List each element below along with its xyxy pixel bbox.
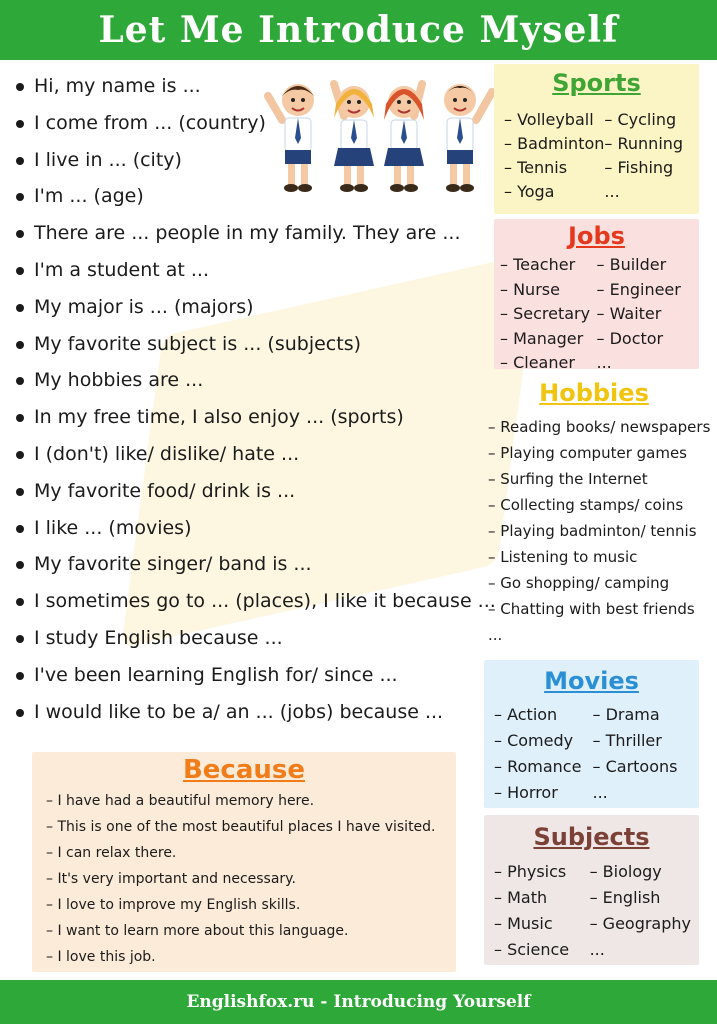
because-item: – It's very important and necessary. bbox=[46, 871, 296, 887]
because-item: – I want to learn more about this language. bbox=[46, 923, 349, 939]
phrase-item: I come from ... (country) bbox=[14, 105, 494, 142]
sports-box bbox=[494, 64, 699, 214]
jobs-item: – Nurse bbox=[500, 279, 560, 299]
jobs-box bbox=[494, 219, 699, 372]
hobbies-title: Hobbies bbox=[539, 379, 649, 407]
subjects-box bbox=[484, 815, 699, 965]
phrase-item: My favorite subject is ... (subjects) bbox=[14, 326, 494, 363]
movies-item: – Romance bbox=[494, 757, 582, 776]
student-figure bbox=[384, 84, 424, 192]
phrase-item: I would like to be a/ an ... (jobs) because ... bbox=[14, 694, 494, 731]
phrase-item: I like ... (movies) bbox=[14, 510, 494, 547]
subjects-item: – Music bbox=[494, 914, 553, 933]
footer-caption: Englishfox.ru - Introducing Yourself bbox=[186, 992, 531, 1012]
because-list bbox=[32, 788, 456, 970]
phrase-item: I live in ... (city) bbox=[14, 142, 494, 179]
header-banner bbox=[0, 0, 717, 60]
hobbies-item: – Reading books/ newspapers bbox=[488, 418, 711, 436]
because-item: – This is one of the most beautiful places I have visited. bbox=[46, 819, 436, 835]
because-box bbox=[32, 752, 456, 972]
jobs-item: ... bbox=[596, 353, 612, 372]
phrase-item: I'm a student at ... bbox=[14, 252, 494, 289]
movies-title: Movies bbox=[544, 667, 639, 695]
subjects-item: – Physics bbox=[494, 862, 567, 881]
subjects-item: – Biology bbox=[589, 862, 662, 881]
footer-banner bbox=[0, 980, 717, 1024]
subjects-item: – English bbox=[589, 888, 661, 907]
phrase-item: My hobbies are ... bbox=[14, 362, 494, 399]
sports-list bbox=[494, 108, 699, 204]
because-item: – I love to improve my English skills. bbox=[46, 897, 301, 913]
phrase-item: There are ... people in my family. They are ... bbox=[14, 215, 494, 252]
jobs-list bbox=[494, 253, 699, 376]
hobbies-item: ... bbox=[488, 626, 503, 644]
jobs-item: – Engineer bbox=[596, 279, 681, 299]
sports-item: – Badminton bbox=[504, 134, 605, 153]
movies-item: – Action bbox=[494, 705, 558, 724]
phrase-item: Hi, my name is ... bbox=[14, 68, 494, 105]
student-figure bbox=[334, 84, 374, 192]
student-figure bbox=[268, 84, 314, 192]
phrase-item: My major is ... (majors) bbox=[14, 289, 494, 326]
phrase-item: I (don't) like/ dislike/ hate ... bbox=[14, 436, 494, 473]
movies-item: – Horror bbox=[494, 783, 558, 802]
subjects-title: Subjects bbox=[533, 823, 650, 851]
jobs-item: – Builder bbox=[596, 255, 667, 274]
jobs-item: – Teacher bbox=[500, 255, 576, 274]
page-title: Let Me Introduce Myself bbox=[98, 9, 619, 51]
jobs-item: – Cleaner bbox=[500, 353, 575, 372]
movies-list bbox=[484, 702, 699, 806]
student-figure bbox=[444, 84, 492, 192]
subjects-item: ... bbox=[589, 940, 605, 959]
movies-box bbox=[484, 660, 699, 808]
subjects-list bbox=[484, 859, 699, 963]
jobs-title: Jobs bbox=[568, 222, 625, 250]
sports-item: ... bbox=[604, 182, 620, 201]
jobs-item: – Manager bbox=[500, 328, 584, 348]
hobbies-list bbox=[484, 414, 711, 648]
because-item: – I can relax there. bbox=[46, 845, 177, 861]
subjects-item: – Science bbox=[494, 940, 570, 959]
sports-item: – Running bbox=[604, 134, 684, 153]
phrase-item: I study English because ... bbox=[14, 620, 494, 657]
phrase-item: In my free time, I also enjoy ... (sports) bbox=[14, 399, 494, 436]
phrase-item: I'm ... (age) bbox=[14, 178, 494, 215]
jobs-item: – Secretary bbox=[500, 304, 591, 323]
sports-item: – Tennis bbox=[504, 158, 568, 177]
sports-item: – Volleyball bbox=[504, 110, 594, 129]
sports-item: – Fishing bbox=[604, 158, 674, 177]
phrase-item: My favorite singer/ band is ... bbox=[14, 546, 494, 583]
students-group-icon bbox=[262, 78, 498, 196]
hobbies-item: – Collecting stamps/ coins bbox=[488, 496, 684, 514]
hobbies-item: – Playing badminton/ tennis bbox=[488, 522, 697, 540]
hobbies-item: – Chatting with best friends bbox=[488, 600, 695, 618]
subjects-item: – Math bbox=[494, 888, 548, 907]
hobbies-item: – Listening to music bbox=[488, 548, 638, 566]
movies-item: – Thriller bbox=[592, 731, 662, 750]
because-item: – I have had a beautiful memory here. bbox=[46, 793, 315, 809]
because-title: Because bbox=[182, 755, 306, 785]
hobbies-item: – Surfing the Internet bbox=[488, 470, 648, 488]
jobs-item: – Waiter bbox=[596, 304, 662, 323]
phrase-item: I've been learning English for/ since ... bbox=[14, 657, 494, 694]
movies-item: – Comedy bbox=[494, 731, 574, 750]
hobbies-item: – Playing computer games bbox=[488, 444, 687, 462]
movies-item: – Drama bbox=[592, 705, 660, 724]
subjects-item: – Geography bbox=[589, 914, 691, 933]
phrase-item: My favorite food/ drink is ... bbox=[14, 473, 494, 510]
phrase-item: I sometimes go to ... (places), I like it because ... bbox=[14, 583, 494, 620]
because-item: – I love this job. bbox=[46, 949, 156, 965]
movies-item: ... bbox=[592, 783, 608, 802]
movies-item: – Cartoons bbox=[592, 757, 678, 776]
hobbies-item: – Go shopping/ camping bbox=[488, 574, 670, 592]
sports-item: – Yoga bbox=[504, 182, 555, 201]
sports-title: Sports bbox=[552, 69, 641, 97]
hobbies-box bbox=[484, 372, 711, 656]
sports-item: – Cycling bbox=[604, 110, 677, 129]
jobs-item: – Doctor bbox=[596, 328, 664, 348]
